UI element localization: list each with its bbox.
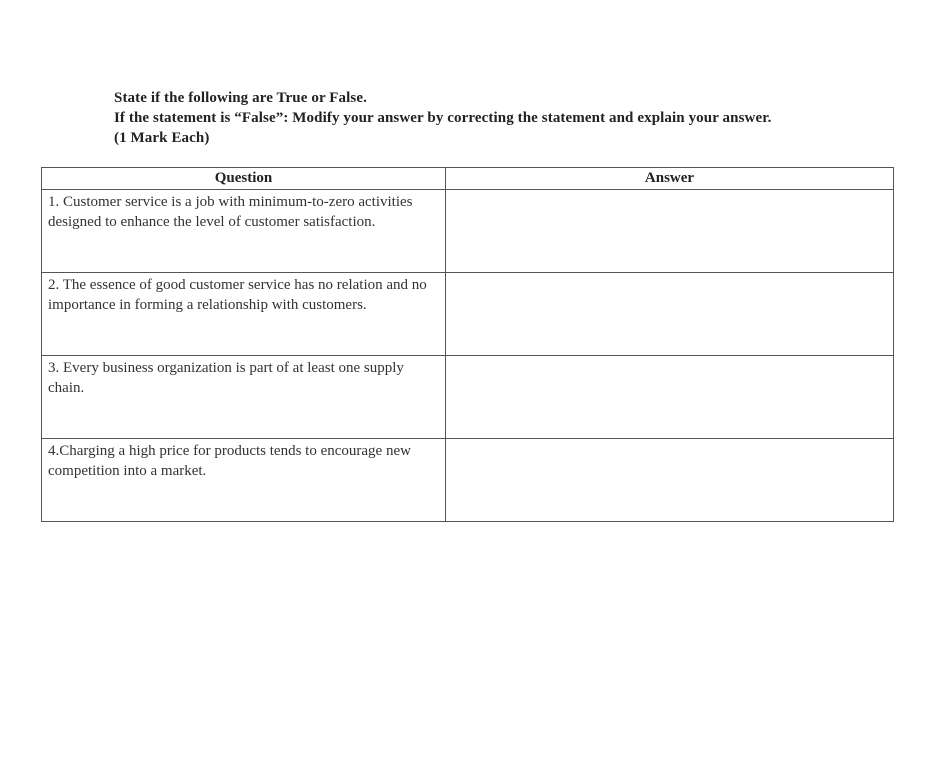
question-cell — [42, 439, 446, 522]
question-answer-table — [41, 167, 894, 522]
instruction-line-1: State if the following are True or False. — [114, 90, 367, 106]
question-text: 1. Customer service is a job with minimum-to-zero activities designed to enhance the level of customer satisfaction. — [48, 194, 413, 230]
answer-cell[interactable] — [446, 273, 894, 356]
question-text: 4.Charging a high price for products tends to encourage new competition into a market. — [48, 443, 411, 479]
instruction-line-2: If the statement is “False”: Modify your answer by correcting the statement and explain your answer. — [114, 110, 772, 126]
table-row — [42, 273, 894, 356]
table-header-row — [42, 168, 894, 190]
answer-cell[interactable] — [446, 356, 894, 439]
answer-cell[interactable] — [446, 190, 894, 273]
question-text: 3. Every business organization is part of at least one supply chain. — [48, 360, 404, 396]
table-row — [42, 190, 894, 273]
instruction-line-3: (1 Mark Each) — [114, 130, 210, 146]
instructions-block — [114, 88, 771, 148]
answer-text[interactable] — [446, 273, 893, 355]
answer-text[interactable] — [446, 439, 893, 521]
table-row — [42, 356, 894, 439]
question-cell — [42, 356, 446, 439]
question-cell — [42, 190, 446, 273]
question-text: 2. The essence of good customer service has no relation and no importance in forming a relationship with customers. — [48, 277, 427, 313]
answer-text[interactable] — [446, 190, 893, 272]
answer-text[interactable] — [446, 356, 893, 438]
answer-column-header: Answer — [446, 168, 894, 190]
question-column-header: Question — [42, 168, 446, 190]
table-row — [42, 439, 894, 522]
question-cell — [42, 273, 446, 356]
answer-cell[interactable] — [446, 439, 894, 522]
